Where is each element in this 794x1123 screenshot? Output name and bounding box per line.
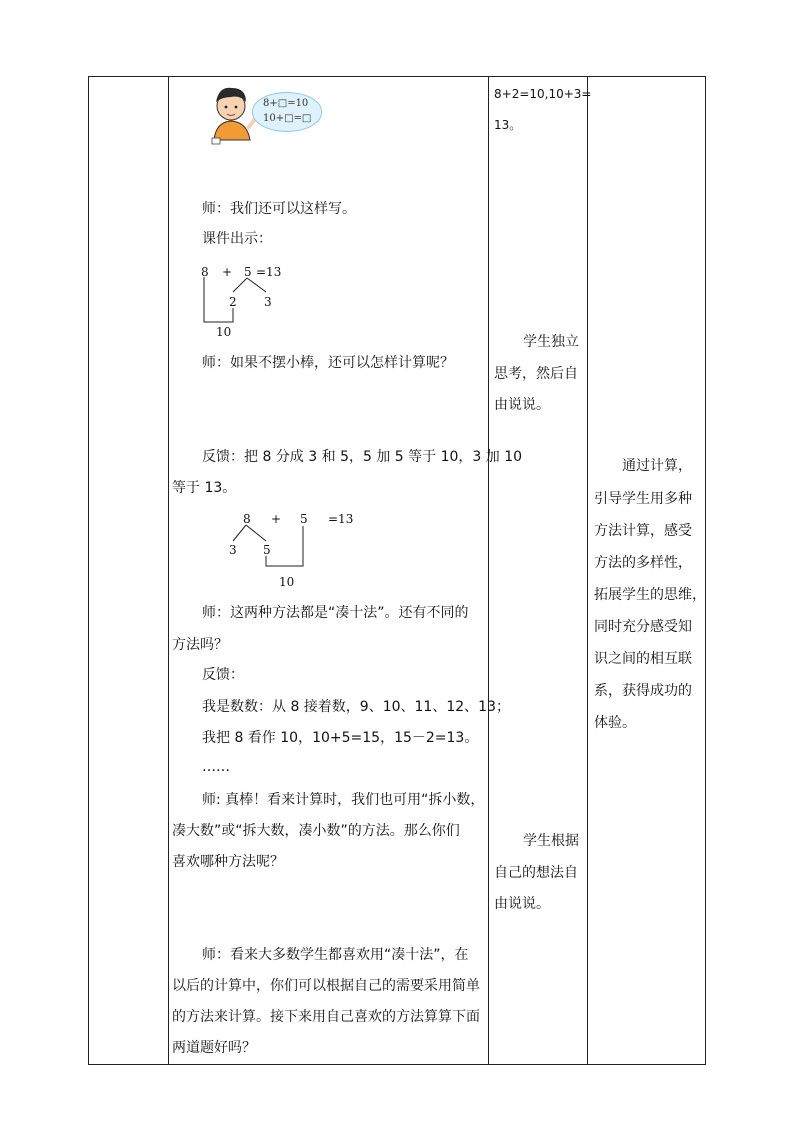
d1-addend-2: 5 [244,265,252,279]
d2-split-1: 3 [229,543,237,557]
d1-plus: + [222,265,233,279]
teacher-line-6d: 两道题好吗？ [172,1040,256,1056]
teacher-line-4b: 方法吗？ [172,637,228,653]
student-activity-1-line-3: 由说说。 [494,397,550,413]
intent-line-6: 同时充分感受知 [594,619,692,635]
intent-line-9: 体验。 [594,715,636,731]
d1-sum: 10 [216,325,232,339]
bubble-line-2: 10+□=□ [263,113,312,124]
d2-split-2: 5 [263,543,271,557]
teacher-line-3: 师：如果不摆小棒，还可以怎样计算呢？ [202,355,454,371]
student-activity-2-line-2: 自己的想法自 [494,865,578,881]
teacher-line-2: 课件出示： [202,231,272,247]
feedback-1-b: 等于 13。 [172,480,237,496]
feedback-2-line-2: 我把 8 看作 10，10+5=15，15－2=13。 [202,730,479,746]
teacher-line-1: 师：我们还可以这样写。 [202,201,356,217]
d2-result: =13 [328,512,354,526]
d2-addend-1: 8 [243,512,251,526]
intent-line-5: 拓展学生的思维， [594,587,706,603]
intent-line-7: 识之间的相互联 [594,651,692,667]
d2-plus: + [271,512,282,526]
student-activity-2-line-3: 由说说。 [494,896,550,912]
d1-result: =13 [256,265,282,279]
teacher-line-5a: 师: 真棒！看来计算时，我们也可用“拆小数， [202,792,485,808]
intent-line-2: 引导学生用多种 [594,491,692,507]
intent-line-4: 方法的多样性， [594,555,692,571]
feedback-2-line-1: 我是数数：从 8 接着数，9、10、11、12、13； [202,699,510,715]
d2-addend-2: 5 [300,512,308,526]
intent-line-3: 方法计算，感受 [594,523,692,539]
teacher-line-6b: 以后的计算中，你们可以根据自己的需要采用简单 [172,978,480,994]
bubble-line-1: 8+□=10 [263,98,309,109]
teacher-line-4a: 师：这两种方法都是“凑十法”。还有不同的 [202,605,469,621]
d1-addend-1: 8 [201,265,209,279]
ellipsis: …… [202,759,230,775]
student-answer-line-2: 13。 [494,118,522,132]
teacher-line-6c: 的方法来计算。接下来用自己喜欢的方法算算下面 [172,1009,480,1025]
feedback-1-a: 反馈：把 8 分成 3 和 5，5 加 5 等于 10，3 加 10 [202,449,523,465]
d1-split-1: 2 [229,295,237,309]
teacher-line-5c: 喜欢哪种方法呢？ [172,854,284,870]
student-activity-2-line-1: 学生根据 [523,833,579,849]
d2-bracket [266,526,303,566]
intent-line-1: 通过计算， [622,458,692,474]
d2-sum: 10 [279,575,295,589]
student-answer-line-1: 8+2=10,10+3= [494,87,592,101]
d1-split-2: 3 [264,295,272,309]
intent-line-8: 系，获得成功的 [594,683,692,699]
teacher-line-6a: 师：看来大多数学生都喜欢用“凑十法”，在 [202,947,469,963]
teacher-line-5b: 凑大数”或“拆大数，凑小数”的方法。那么你们 [172,823,460,839]
student-activity-1-line-2: 思考，然后自 [494,366,578,382]
feedback-2: 反馈： [202,667,244,683]
d2-split-lines [233,525,266,541]
student-activity-1-line-1: 学生独立 [523,334,579,350]
